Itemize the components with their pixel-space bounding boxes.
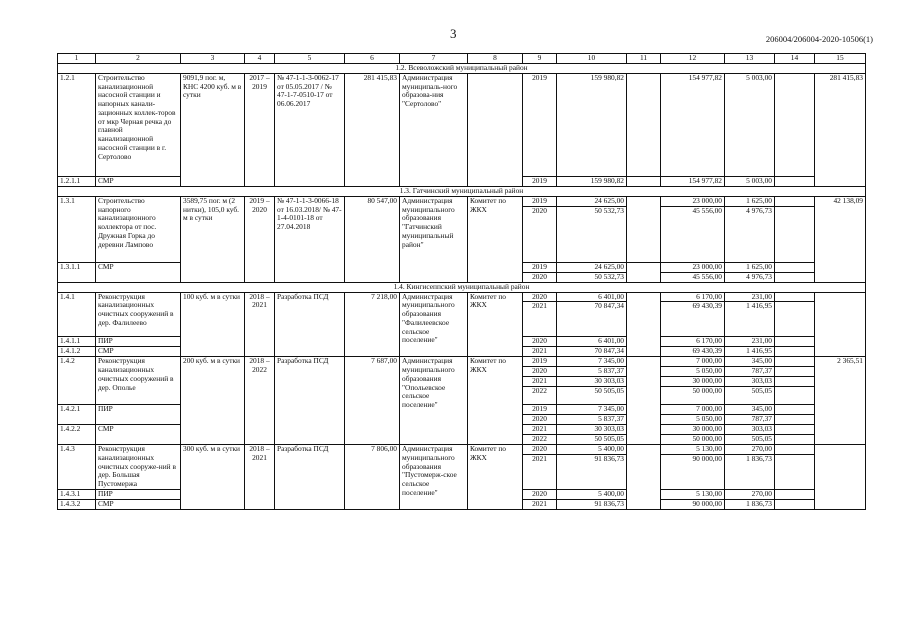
section-heading: 1.3. Гатчинский муниципальный район [58, 187, 866, 197]
year: 2020 [523, 415, 557, 425]
object-name: Строительство напорного канализационного коллектора от пос. Дружная Горка до деревни Лампово [96, 197, 181, 263]
local-budget: 270,00 [725, 445, 775, 455]
local-budget: 1 836,73 [725, 499, 775, 509]
documents: № 47-1-1-3-0066-18 от 16.03.2018/ № 47-1-4-0101-18 от 27.04.2018 [275, 197, 345, 283]
row-number: 1.4.1.2 [58, 347, 96, 357]
object-name: Реконструкция канализационных очистных сооружений в дер. Ополье [96, 357, 181, 405]
regional-budget: 23 000,00 [661, 197, 725, 207]
regional-budget: 5 050,00 [661, 367, 725, 377]
customer: Администрация муниципального образования "Фалилеевское сельское поселение" [400, 292, 468, 357]
cell [775, 405, 815, 415]
year: 2020 [523, 292, 557, 302]
cell [775, 357, 815, 367]
regional-budget: 90 000,00 [661, 499, 725, 509]
column-number: 13 [725, 54, 775, 64]
year: 2021 [523, 302, 557, 337]
column-number: 2 [96, 54, 181, 64]
work-type: ПИР [96, 405, 181, 425]
regional-budget: 30 000,00 [661, 377, 725, 387]
period: 2018 – 2021 [245, 445, 275, 510]
section-heading: 1.2. Всеволожский муниципальный район [58, 64, 866, 74]
cell [775, 262, 815, 272]
regional-budget: 45 556,00 [661, 206, 725, 262]
column-number: 4 [245, 54, 275, 64]
column-number: 3 [181, 54, 245, 64]
table-row [58, 74, 866, 177]
year: 2020 [523, 445, 557, 455]
table-row [58, 357, 866, 367]
local-budget: 505,05 [725, 435, 775, 445]
column-number: 5 [275, 54, 345, 64]
local-budget: 345,00 [725, 357, 775, 367]
customer: Администрация муниципаль-ного образова-ния "Сертолово" [400, 74, 468, 187]
column-number: 11 [627, 54, 661, 64]
local-budget: 1 625,00 [725, 262, 775, 272]
cell [775, 197, 815, 207]
local-budget: 270,00 [725, 489, 775, 499]
year: 2021 [523, 425, 557, 435]
row-number: 1.4.2.1 [58, 405, 96, 425]
local-budget: 303,03 [725, 377, 775, 387]
cell [775, 499, 815, 509]
document-id: 206004/206004-2020-10506(1) [765, 34, 873, 44]
cell [627, 74, 661, 177]
local-budget: 787,37 [725, 415, 775, 425]
column-number: 14 [775, 54, 815, 64]
capacity: 3589,75 пог. м (2 нитки), 105,0 куб. м в сутки [181, 197, 245, 283]
column-number: 15 [815, 54, 866, 64]
year: 2021 [523, 347, 557, 357]
total: 50 532,73 [557, 206, 627, 262]
cell [775, 292, 815, 302]
capacity: 100 куб. м в сутки [181, 292, 245, 357]
total: 7 345,00 [557, 357, 627, 367]
row-number: 1.4.2 [58, 357, 96, 405]
regional-budget: 50 000,00 [661, 435, 725, 445]
total: 50 532,73 [557, 272, 627, 282]
row-number: 1.3.1 [58, 197, 96, 263]
work-type: СМР [96, 499, 181, 509]
documents: № 47-1-1-3-0062-17 от 05.05.2017 / № 47-1-7-0510-17 от 06.06.2017 [275, 74, 345, 187]
year: 2019 [523, 405, 557, 415]
regional-budget: 45 556,00 [661, 272, 725, 282]
estimated-cost: 7 806,00 [345, 445, 400, 510]
page-number: 3 [450, 26, 457, 41]
cell [627, 292, 661, 357]
work-type: СМР [96, 262, 181, 282]
local-budget: 4 976,73 [725, 206, 775, 262]
executor: Комитет по ЖКХ [468, 445, 523, 510]
cell [775, 454, 815, 489]
work-type: СМР [96, 347, 181, 357]
local-budget: 1 416,95 [725, 347, 775, 357]
total: 6 401,00 [557, 337, 627, 347]
total: 24 625,00 [557, 262, 627, 272]
capacity: 9091,9 пог. м, КНС 4200 куб. м в сутки [181, 74, 245, 187]
cell [775, 435, 815, 445]
documents: Разработка ПСД [275, 357, 345, 445]
cell [627, 357, 661, 445]
documents: Разработка ПСД [275, 445, 345, 510]
year: 2022 [523, 387, 557, 405]
object-name: Реконструкция канализационных очистных сооруже-ний в дер. Большая Пустомержа [96, 445, 181, 490]
documents: Разработка ПСД [275, 292, 345, 357]
capacity: 300 куб. м в сутки [181, 445, 245, 510]
total: 5 837,37 [557, 415, 627, 425]
work-type: СМР [96, 425, 181, 445]
regional-budget: 5 050,00 [661, 415, 725, 425]
cell [775, 489, 815, 499]
cell [775, 177, 815, 187]
executor: Комитет по ЖКХ [468, 197, 523, 283]
regional-budget: 7 000,00 [661, 357, 725, 367]
cell [627, 262, 661, 282]
row-number: 1.2.1 [58, 74, 96, 177]
row-number: 1.4.3 [58, 445, 96, 490]
regional-budget: 5 130,00 [661, 489, 725, 499]
estimated-cost: 80 547,00 [345, 197, 400, 283]
year: 2020 [523, 367, 557, 377]
period: 2018 – 2021 [245, 292, 275, 357]
total: 24 625,00 [557, 197, 627, 207]
year: 2019 [523, 197, 557, 207]
cell [775, 367, 815, 377]
table-row [58, 197, 866, 207]
estimated-cost: 281 415,83 [345, 74, 400, 187]
year: 2019 [523, 177, 557, 187]
cell [627, 445, 661, 510]
year: 2019 [523, 357, 557, 367]
regional-budget: 23 000,00 [661, 262, 725, 272]
year: 2022 [523, 435, 557, 445]
period: 2017 – 2019 [245, 74, 275, 187]
total: 30 303,03 [557, 425, 627, 435]
total: 5 400,00 [557, 489, 627, 499]
capacity: 200 куб. м в сутки [181, 357, 245, 445]
total: 70 847,34 [557, 302, 627, 337]
row-number: 1.4.1 [58, 292, 96, 337]
customer: Администрация муниципального образования "Опольевское сельское поселение" [400, 357, 468, 445]
cell [775, 445, 815, 455]
estimated-cost: 7 687,00 [345, 357, 400, 445]
customer: Администрация муниципального образования "Гатчинский муниципальный район" [400, 197, 468, 283]
total: 70 847,34 [557, 347, 627, 357]
total: 6 401,00 [557, 292, 627, 302]
total: 5 400,00 [557, 445, 627, 455]
local-budget: 505,05 [725, 387, 775, 405]
regional-budget: 6 170,00 [661, 292, 725, 302]
year: 2019 [523, 262, 557, 272]
cell [775, 415, 815, 425]
column-number: 9 [523, 54, 557, 64]
local-budget: 231,00 [725, 337, 775, 347]
work-type: ПИР [96, 337, 181, 347]
customer: Администрация муниципального образования "Пустомерж-ское сельское поселение" [400, 445, 468, 510]
table-row [58, 445, 866, 455]
column-number: 12 [661, 54, 725, 64]
work-type: СМР [96, 177, 181, 187]
total: 91 836,73 [557, 454, 627, 489]
work-type: ПИР [96, 489, 181, 499]
col-15-value: 42 138,09 [815, 197, 866, 283]
total: 159 980,82 [557, 177, 627, 187]
col-15-value: 2 365,51 [815, 357, 866, 445]
regional-budget: 30 000,00 [661, 425, 725, 435]
row-number: 1.4.1.1 [58, 337, 96, 347]
regional-budget: 5 130,00 [661, 445, 725, 455]
local-budget: 5 003,00 [725, 177, 775, 187]
cell [775, 425, 815, 435]
col-15-value: 281 415,83 [815, 74, 866, 187]
cell [775, 337, 815, 347]
total: 30 303,03 [557, 377, 627, 387]
period: 2019 – 2020 [245, 197, 275, 283]
column-number: 1 [58, 54, 96, 64]
row-number: 1.2.1.1 [58, 177, 96, 187]
regional-budget: 7 000,00 [661, 405, 725, 415]
regional-budget: 69 430,39 [661, 347, 725, 357]
local-budget: 345,00 [725, 405, 775, 415]
cell [775, 387, 815, 405]
regional-budget: 154 977,82 [661, 74, 725, 177]
cell [815, 445, 866, 510]
estimated-cost: 7 218,00 [345, 292, 400, 357]
period: 2018 – 2022 [245, 357, 275, 445]
total: 50 505,05 [557, 387, 627, 405]
regional-budget: 154 977,82 [661, 177, 725, 187]
cell [627, 177, 661, 187]
year: 2021 [523, 377, 557, 387]
column-number: 8 [468, 54, 523, 64]
row-number: 1.3.1.1 [58, 262, 96, 282]
local-budget: 303,03 [725, 425, 775, 435]
cell [775, 302, 815, 337]
local-budget: 1 625,00 [725, 197, 775, 207]
regional-budget: 50 000,00 [661, 387, 725, 405]
regional-budget: 69 430,39 [661, 302, 725, 337]
year: 2020 [523, 272, 557, 282]
year: 2020 [523, 489, 557, 499]
year: 2020 [523, 206, 557, 262]
executor: Комитет по ЖКХ [468, 292, 523, 357]
program-table [57, 53, 866, 510]
regional-budget: 6 170,00 [661, 337, 725, 347]
cell [775, 74, 815, 177]
cell [775, 347, 815, 357]
local-budget: 787,37 [725, 367, 775, 377]
local-budget: 5 003,00 [725, 74, 775, 177]
row-number: 1.4.2.2 [58, 425, 96, 445]
regional-budget: 90 000,00 [661, 454, 725, 489]
column-number-row [58, 54, 866, 64]
executor [468, 74, 523, 187]
table-row [58, 292, 866, 302]
cell [815, 292, 866, 357]
row-number: 1.4.3.1 [58, 489, 96, 499]
year: 2020 [523, 337, 557, 347]
total: 91 836,73 [557, 499, 627, 509]
object-name: Реконструкция канализационных очистных сооружений в дер. Фалилеево [96, 292, 181, 337]
executor: Комитет по ЖКХ [468, 357, 523, 445]
column-number: 7 [400, 54, 468, 64]
total: 5 837,37 [557, 367, 627, 377]
year: 2021 [523, 454, 557, 489]
column-number: 10 [557, 54, 627, 64]
local-budget: 1 836,73 [725, 454, 775, 489]
local-budget: 231,00 [725, 292, 775, 302]
total: 159 980,82 [557, 74, 627, 177]
cell [775, 206, 815, 262]
section-heading: 1.4. Кингисеппский муниципальный район [58, 282, 866, 292]
year: 2019 [523, 74, 557, 177]
object-name: Строительство канализационной насосной станции и напорных канали-зационных коллек-торов от мкр Черная речка до главной канализационной насосной станции в г. Сертолово [96, 74, 181, 177]
local-budget: 1 416,95 [725, 302, 775, 337]
cell [775, 377, 815, 387]
total: 50 505,05 [557, 435, 627, 445]
total: 7 345,00 [557, 405, 627, 415]
year: 2021 [523, 499, 557, 509]
column-number: 6 [345, 54, 400, 64]
cell [627, 197, 661, 263]
cell [775, 272, 815, 282]
row-number: 1.4.3.2 [58, 499, 96, 509]
local-budget: 4 976,73 [725, 272, 775, 282]
